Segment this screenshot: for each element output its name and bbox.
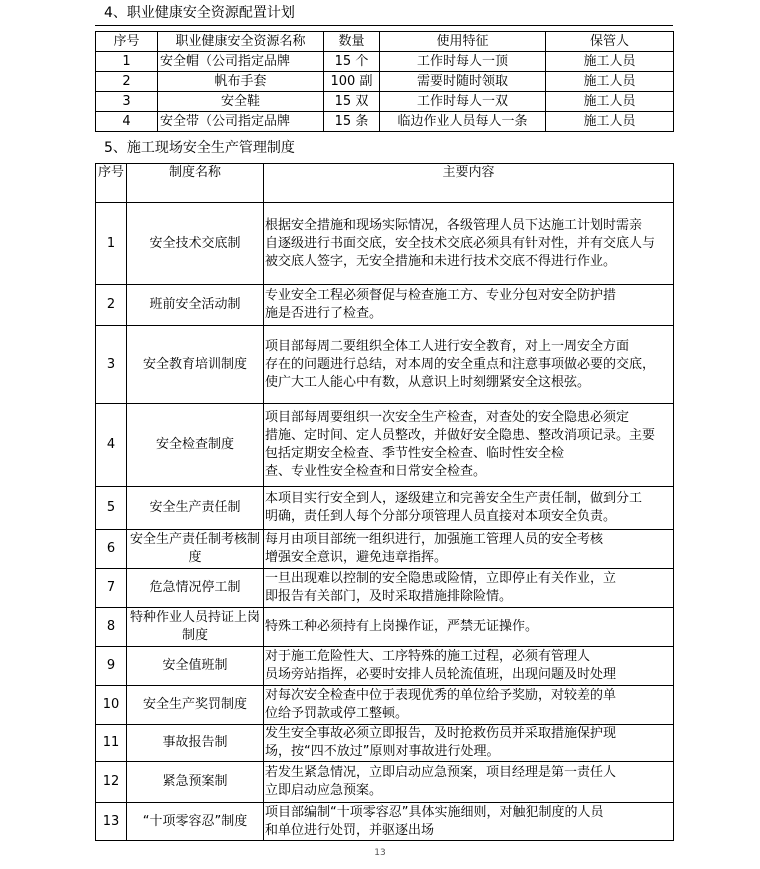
- resource-header-row: [96, 32, 674, 52]
- system-content-line: 对每次安全检查中位于表现优秀的单位给予奖励，对较差的单: [265, 688, 617, 703]
- system-content-line: 和单位进行处罚，并驱逐出场: [265, 822, 435, 838]
- system-content: [264, 203, 674, 285]
- resource-cell: 临边作业人员每人一条: [380, 112, 546, 132]
- system-content-line: 员场旁站指挥，必要时安排人员轮流值班，出现问题及时处理: [265, 667, 617, 682]
- system-header-row: [96, 164, 674, 203]
- system-header-cell: 主要内容: [264, 164, 674, 203]
- resource-cell: 施工人员: [546, 92, 674, 112]
- system-row: [96, 404, 674, 487]
- system-row: [96, 530, 674, 569]
- system-content-line: 本项目实行安全到人，逐级建立和完善安全生产责任制，做到分工: [265, 491, 643, 506]
- system-content-line: 即报告有关部门，及时采取措施排除险情。: [265, 589, 513, 604]
- resource-cell: 100 副: [324, 72, 380, 92]
- system-content-line: 位给予罚款或停工整顿。: [265, 706, 409, 721]
- section-4-rule: [95, 25, 673, 26]
- system-content: [264, 404, 674, 487]
- system-name: 事故报告制: [127, 725, 264, 762]
- system-name: 班前安全活动制: [127, 285, 264, 326]
- resource-header-cell: 序号: [96, 32, 158, 52]
- resource-cell: 15 个: [324, 52, 380, 72]
- system-name: 安全技术交底制: [127, 203, 264, 285]
- resource-header-cell: 数量: [324, 32, 380, 52]
- system-header-cell: 制度名称: [127, 164, 264, 203]
- system-content: [264, 725, 674, 762]
- system-number: 11: [96, 725, 127, 762]
- system-content-line: 对于施工危险性大、工序特殊的施工过程，必须有管理人: [265, 649, 591, 664]
- system-row: [96, 647, 674, 686]
- system-content: [264, 326, 674, 404]
- system-content-line: 项目部每周二要组织全体工人进行安全教育，对上一周安全方面: [265, 338, 630, 354]
- section-4-title: 4、职业健康安全资源配置计划: [104, 5, 295, 21]
- resource-cell: 1: [96, 52, 158, 72]
- system-content-line: 特殊工种必须持有上岗操作证，严禁无证操作。: [265, 619, 539, 634]
- system-name: 危急情况停工制: [127, 569, 264, 608]
- resource-header-cell: 保管人: [546, 32, 674, 52]
- system-content-line: 一旦出现难以控制的安全隐患或险情，立即停止有关作业，立: [265, 571, 617, 586]
- system-content-line: 措施、定时间、定人员整改，并做好安全隐患、整改消项记录。主要: [265, 428, 656, 443]
- system-content: [264, 647, 674, 686]
- system-content-line: 使广大工人能心中有数，从意识上时刻绷紧安全这根弦。: [265, 374, 591, 390]
- system-content: [264, 569, 674, 608]
- system-name: 安全检查制度: [127, 404, 264, 487]
- system-row: [96, 762, 674, 803]
- system-row: [96, 487, 674, 530]
- system-content-line: 查、专业性安全检查和日常安全检查。: [265, 464, 487, 479]
- resource-row: [96, 72, 674, 92]
- resource-cell: 施工人员: [546, 112, 674, 132]
- system-number: 13: [96, 803, 127, 841]
- resource-cell: 工作时每人一双: [380, 92, 546, 112]
- resource-cell: 2: [96, 72, 158, 92]
- system-content: [264, 762, 674, 803]
- resource-cell: 3: [96, 92, 158, 112]
- system-content-line: 施是否进行了检查。: [265, 306, 383, 321]
- system-content-line: 明确，责任到人每个分部分项管理人员直接对本项安全负责。: [265, 509, 617, 524]
- resource-row: [96, 112, 674, 132]
- system-content-line: 专业安全工程必须督促与检查施工方、专业分包对安全防护措: [265, 288, 617, 303]
- resource-cell: 帆布手套: [158, 72, 324, 92]
- system-name: 紧急预案制: [127, 762, 264, 803]
- system-row: [96, 608, 674, 647]
- safety-system-table: [95, 163, 674, 841]
- system-content-line: 项目部每周要组织一次安全生产检查，对查处的安全隐患必须定: [265, 410, 630, 425]
- system-content-line: 项目部编制“十项零容忍”具体实施细则，对触犯制度的人员: [265, 804, 604, 820]
- system-name: “十项零容忍”制度: [127, 803, 264, 841]
- system-number: 5: [96, 487, 127, 530]
- system-content-line: 发生安全事故必须立即报告，及时抢救伤员并采取措施保护现: [265, 726, 617, 741]
- system-header-cell: 序号: [96, 164, 127, 203]
- system-content-line: 根据安全措施和现场实际情况，各级管理人员下达施工计划时需亲: [265, 217, 643, 233]
- system-number: 1: [96, 203, 127, 285]
- system-name: 安全生产责任制: [127, 487, 264, 530]
- system-row: [96, 725, 674, 762]
- resource-cell: 需要时随时领取: [380, 72, 546, 92]
- resource-header-cell: 职业健康安全资源名称: [158, 32, 324, 52]
- system-number: 4: [96, 404, 127, 487]
- system-content-line: 包括定期安全检查、季节性安全检查、临时性安全检: [265, 446, 565, 461]
- system-number: 9: [96, 647, 127, 686]
- system-number: 7: [96, 569, 127, 608]
- system-content-line: 自逐级进行书面交底，安全技术交底必须具有针对性，并有交底人与: [265, 235, 656, 251]
- resource-header-cell: 使用特征: [380, 32, 546, 52]
- system-name: 安全教育培训制度: [127, 326, 264, 404]
- resource-cell: 安全鞋: [158, 92, 324, 112]
- system-number: 3: [96, 326, 127, 404]
- system-name: 安全值班制: [127, 647, 264, 686]
- system-content-line: 存在的问题进行总结，对本周的安全重点和注意事项做必要的交底，: [265, 356, 656, 372]
- resource-table: [95, 31, 674, 132]
- system-content: [264, 686, 674, 725]
- system-row: [96, 569, 674, 608]
- resource-cell: 安全带（公司指定品牌: [158, 112, 324, 132]
- system-content-line: 立即启动应急预案。: [265, 783, 383, 798]
- resource-row: [96, 52, 674, 72]
- system-number: 10: [96, 686, 127, 725]
- resource-cell: 安全帽（公司指定品牌: [158, 52, 324, 72]
- system-row: [96, 285, 674, 326]
- system-content: [264, 487, 674, 530]
- system-name: 安全生产责任制考核制度: [127, 530, 264, 569]
- system-content: [264, 285, 674, 326]
- system-content-line: 每月由项目部统一组织进行，加强施工管理人员的安全考核: [265, 532, 604, 547]
- system-row: [96, 326, 674, 404]
- system-number: 8: [96, 608, 127, 647]
- system-content-line: 若发生紧急情况，立即启动应急预案，项目经理是第一责任人: [265, 765, 617, 780]
- system-content: [264, 803, 674, 841]
- resource-cell: 工作时每人一顶: [380, 52, 546, 72]
- system-row: [96, 203, 674, 285]
- system-content-line: 增强安全意识，避免违章指挥。: [265, 550, 448, 565]
- system-content: [264, 530, 674, 569]
- resource-cell: 15 双: [324, 92, 380, 112]
- system-number: 12: [96, 762, 127, 803]
- resource-cell: 施工人员: [546, 52, 674, 72]
- section-5-title: 5、施工现场安全生产管理制度: [104, 140, 295, 156]
- resource-row: [96, 92, 674, 112]
- system-number: 6: [96, 530, 127, 569]
- system-name: 安全生产奖罚制度: [127, 686, 264, 725]
- system-content-line: 场，按“四不放过”原则对事故进行处理。: [265, 744, 500, 759]
- system-row: [96, 803, 674, 841]
- resource-cell: 15 条: [324, 112, 380, 132]
- resource-cell: 施工人员: [546, 72, 674, 92]
- page-number: 13: [374, 848, 386, 858]
- resource-cell: 4: [96, 112, 158, 132]
- system-content: [264, 608, 674, 647]
- system-row: [96, 686, 674, 725]
- system-number: 2: [96, 285, 127, 326]
- system-name: 特种作业人员持证上岗制度: [127, 608, 264, 647]
- system-content-line: 被交底人签字，无安全措施和未进行技术交底不得进行作业。: [265, 253, 617, 269]
